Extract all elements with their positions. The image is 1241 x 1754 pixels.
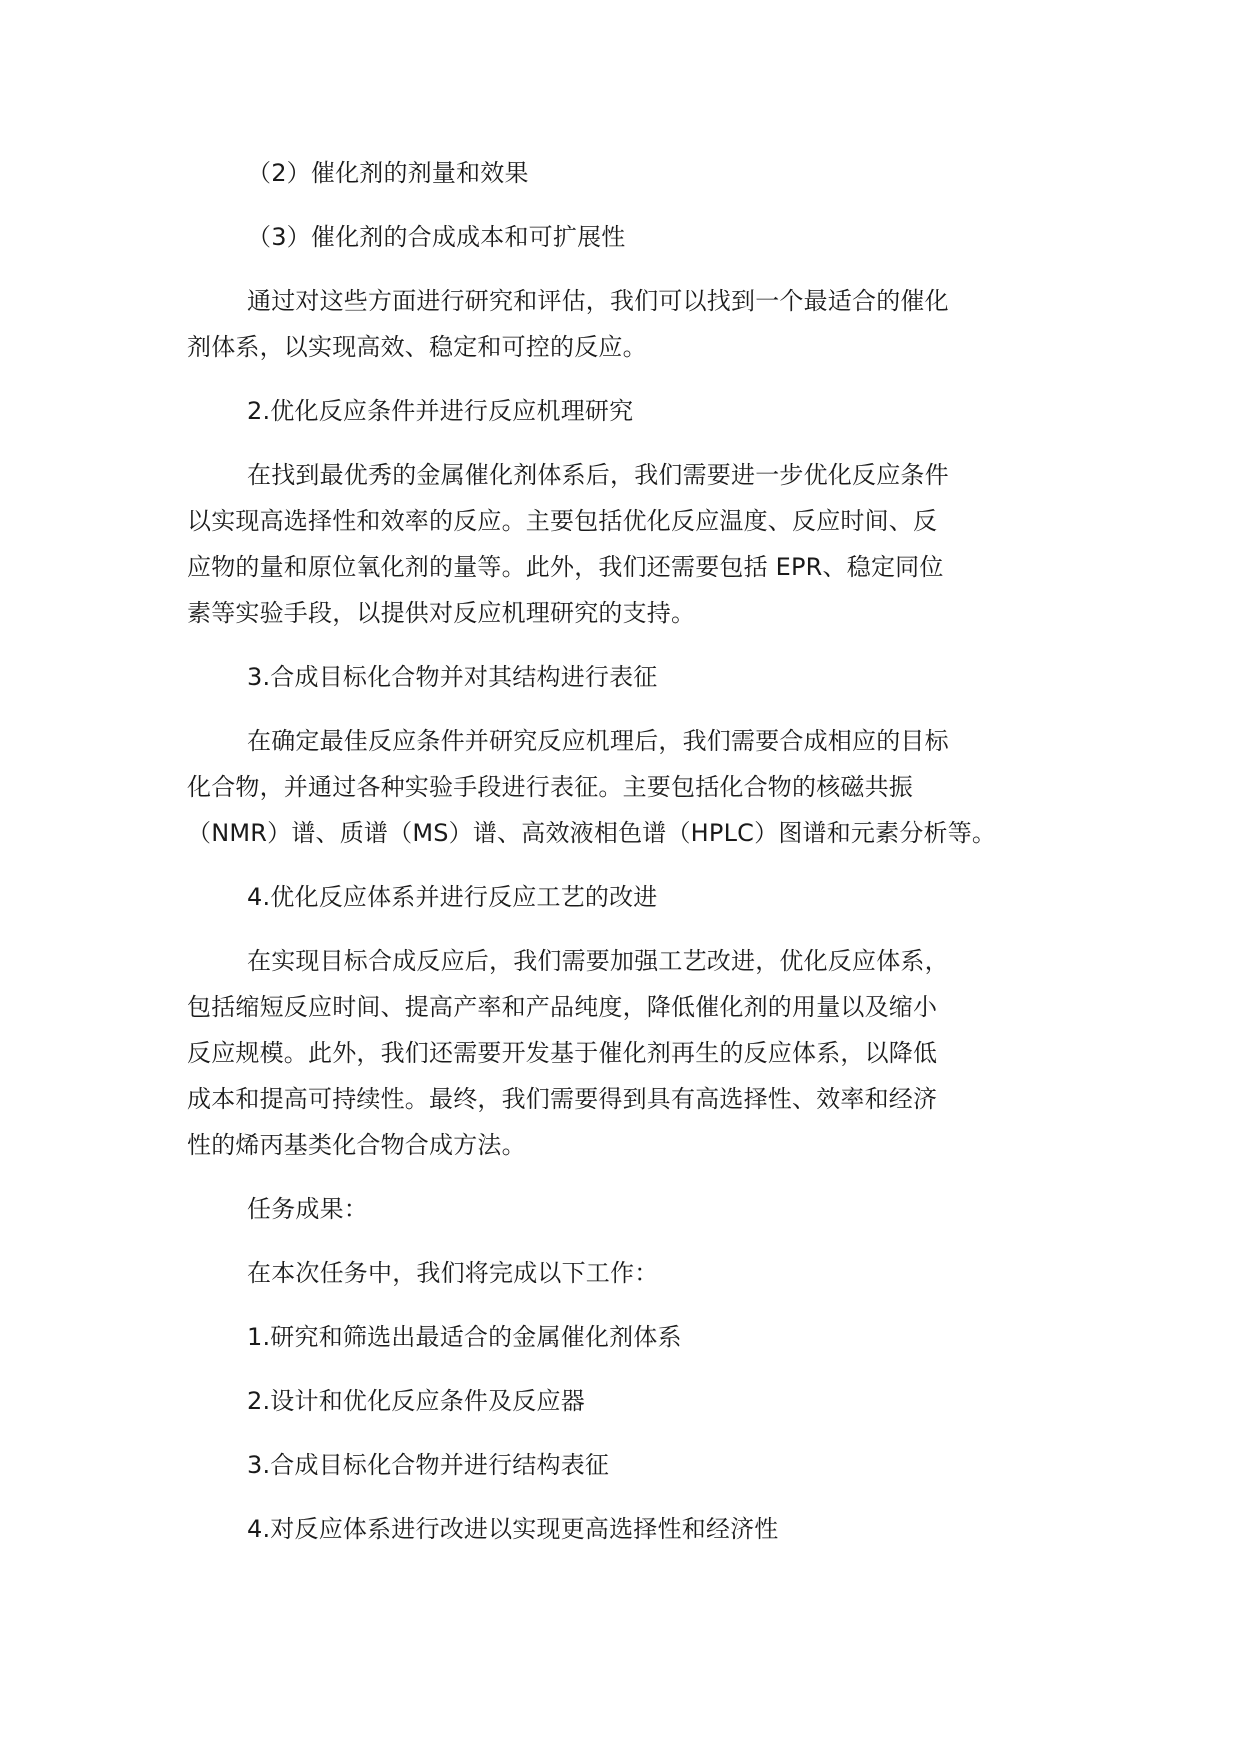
list-item-result-4 [187,1506,1067,1552]
paragraph-optimize-system [187,938,1067,1168]
text-line: 1.研究和筛选出最适合的金属催化剂体系 [247,1323,682,1351]
list-item-result-1 [187,1314,1067,1360]
text-line: 在本次任务中，我们将完成以下工作： [247,1259,659,1287]
list-item-result-3 [187,1442,1067,1488]
text-line: 通过对这些方面进行研究和评估，我们可以找到一个最适合的催化 [247,287,949,315]
heading-optimize-system [187,874,1067,920]
paragraph-task-intro [187,1250,1067,1296]
text-line: 应物的量和原位氧化剂的量等。此外，我们还需要包括 EPR、稳定同位 [187,553,944,581]
text-line: 在找到最优秀的金属催化剂体系后，我们需要进一步优化反应条件 [247,461,949,489]
heading-optimize-conditions [187,388,1067,434]
text-line: 2.设计和优化反应条件及反应器 [247,1387,585,1415]
text-line: 剂体系，以实现高效、稳定和可控的反应。 [187,333,647,361]
paragraph-catalyst-dosage [187,150,1067,196]
heading-synthesize-target [187,654,1067,700]
text-line: 2.优化反应条件并进行反应机理研究 [247,397,634,425]
text-line: 4.优化反应体系并进行反应工艺的改进 [247,883,658,911]
paragraph-evaluation-summary [187,278,1067,370]
text-line: 成本和提高可持续性。最终，我们需要得到具有高选择性、效率和经济 [187,1085,938,1113]
text-line: 以实现高选择性和效率的反应。主要包括优化反应温度、反应时间、反 [187,507,938,535]
text-line: 4.对反应体系进行改进以实现更高选择性和经济性 [247,1515,779,1543]
text-line: 3.合成目标化合物并对其结构进行表征 [247,663,658,691]
text-line: （NMR）谱、质谱（MS）谱、高效液相色谱（HPLC）图谱和元素分析等。 [187,819,997,847]
paragraph-optimize-conditions [187,452,1067,636]
text-line: 任务成果： [247,1195,368,1223]
document-body [187,150,1067,1552]
text-line: 包括缩短反应时间、提高产率和产品纯度，降低催化剂的用量以及缩小 [187,993,938,1021]
text-line: 3.合成目标化合物并进行结构表征 [247,1451,610,1479]
paragraph-catalyst-cost [187,214,1067,260]
text-line: （3）催化剂的合成成本和可扩展性 [247,223,626,251]
text-line: （2）催化剂的剂量和效果 [247,159,529,187]
text-line: 反应规模。此外，我们还需要开发基于催化剂再生的反应体系，以降低 [187,1039,938,1067]
text-line: 素等实验手段，以提供对反应机理研究的支持。 [187,599,696,627]
text-line: 化合物，并通过各种实验手段进行表征。主要包括化合物的核磁共振 [187,773,913,801]
text-line: 在实现目标合成反应后，我们需要加强工艺改进，优化反应体系， [247,947,949,975]
text-line: 在确定最佳反应条件并研究反应机理后，我们需要合成相应的目标 [247,727,949,755]
paragraph-synthesize-target [187,718,1067,856]
text-line: 性的烯丙基类化合物合成方法。 [187,1131,526,1159]
list-item-result-2 [187,1378,1067,1424]
heading-task-results [187,1186,1067,1232]
